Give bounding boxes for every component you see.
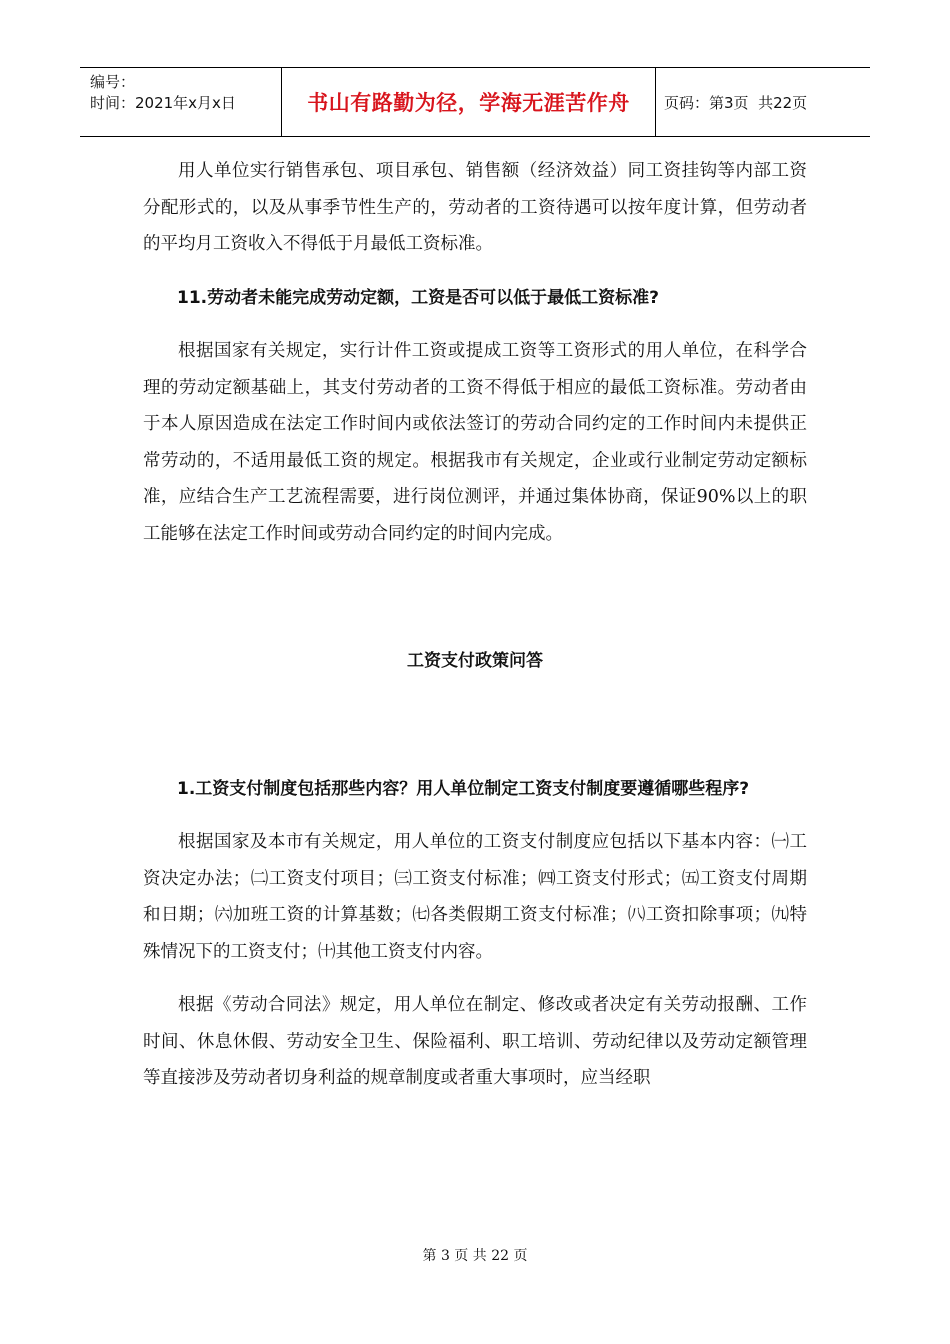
- paragraph-labor-contract-law: 根据《劳动合同法》规定，用人单位在制定、修改或者决定有关劳动报酬、工作时间、休息休假、劳动安全卫生、保险福利、职工培训、劳动纪律以及劳动定额管理等直接涉及劳动者切身利益的规章制度或者重大事项时，应当经职: [143, 995, 807, 1088]
- header-page-cell: [656, 68, 870, 136]
- paragraph-wage-system-contents: 根据国家及本市有关规定，用人单位的工资支付制度应包括以下基本内容：㈠工资决定办法；㈡工资支付项目；㈢工资支付标准；㈣工资支付形式；㈤工资支付周期和日期；㈥加班工资的计算基数；㈦各类假期工资支付标准；㈧工资扣除事项；㈨特殊情况下的工资支付；㈩其他工资支付内容。: [143, 832, 807, 962]
- paragraph-seasonal-wage: 用人单位实行销售承包、项目承包、销售额（经济效益）同工资挂钩等内部工资分配形式的，以及从事季节性生产的，劳动者的工资待遇可以按年度计算，但劳动者的平均月工资收入不得低于月最低工资标准。: [143, 161, 807, 254]
- document-body: [143, 153, 807, 1097]
- paragraph-labor-quota: 根据国家有关规定，实行计件工资或提成工资等工资形式的用人单位，在科学合理的劳动定额基础上，其支付劳动者的工资不得低于相应的最低工资标准。劳动者由于本人原因造成在法定工作时间内或依法签订的劳动合同约定的工作时间内未提供正常劳动的，不适用最低工资的规定。根据我市有关规定，企业或行业制定劳动定额标准，应结合生产工艺流程需要，进行岗位测评，并通过集体协商，保证90%以上的职工能够在法定工作时间或劳动合同约定的时间内完成。: [143, 341, 807, 544]
- header-motto: 书山有路勤为径，学海无涯苦作舟: [307, 91, 630, 115]
- section-title: 工资支付政策问答: [407, 651, 543, 671]
- header-motto-cell: [282, 68, 656, 136]
- question-1-heading: 1.工资支付制度包括那些内容？用人单位制定工资支付制度要遵循哪些程序?: [177, 778, 750, 799]
- document-number-label: 编号：: [90, 73, 136, 91]
- page-footer: 第 3 页 共 22 页: [422, 1248, 528, 1264]
- document-date-label: 时间：2021年x月x日: [90, 94, 236, 112]
- header-left-cell: [80, 68, 282, 136]
- question-11-heading: 11.劳动者未能完成劳动定额，工资是否可以低于最低工资标准?: [177, 287, 659, 308]
- header-page-label: 页码：第3页 共22页: [664, 93, 808, 112]
- page-header: [80, 67, 870, 137]
